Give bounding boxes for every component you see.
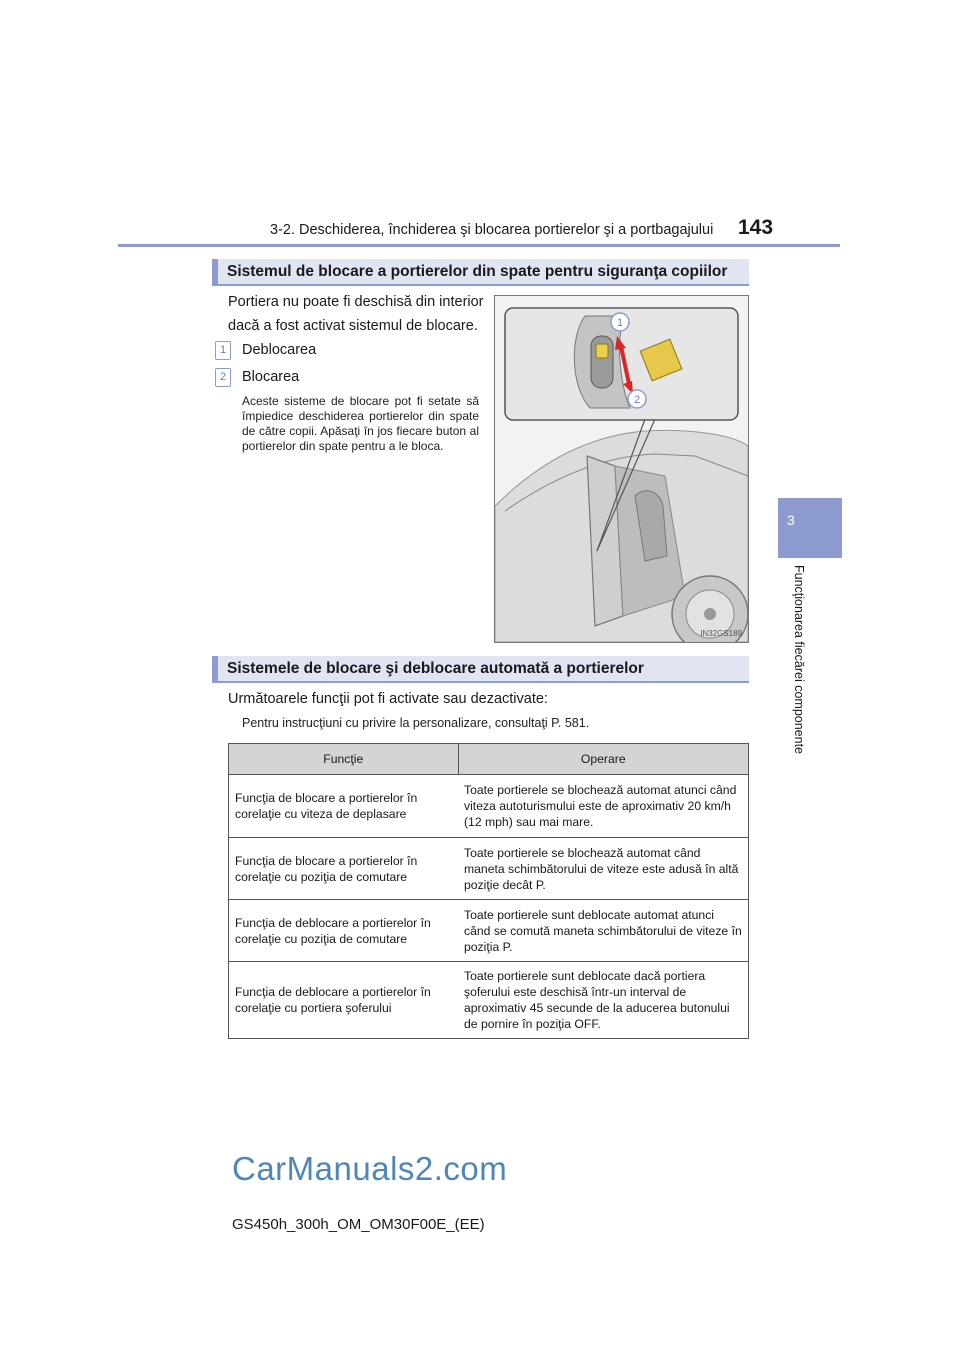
callout-1: 1 <box>616 317 624 329</box>
item-label-lock: Blocarea <box>242 369 300 385</box>
manual-code: GS450h_300h_OM_OM30F00E_(EE) <box>232 1216 485 1233</box>
operation-cell: Toate portierele se blochează automat când maneta schimbătorului de viteze este adusă în altă poziţie decât P. <box>458 838 749 900</box>
auto-lock-functions-table <box>228 743 749 1039</box>
section-header-auto-lock <box>212 656 749 683</box>
section-title: Sistemele de blocare şi deblocare automată a portierelor <box>227 660 644 677</box>
function-cell: Funcţia de blocare a portierelor în corelaţie cu viteza de deplasare <box>229 775 459 838</box>
operation-cell: Toate portierele sunt deblocate dacă portiera şoferului este deschisă într-un interval de aproximativ 45 secunde de la aducerea butonului de pornire în poziţia OFF. <box>458 962 749 1039</box>
section-header-child-lock <box>212 259 749 286</box>
function-cell: Funcţia de deblocare a portierelor în corelaţie cu portiera şoferului <box>229 962 459 1039</box>
table-row <box>229 900 749 962</box>
column-header-function: Funcţie <box>229 744 459 775</box>
car-door-drawing <box>495 296 748 642</box>
table-row <box>229 838 749 900</box>
figure-code: IN32GS189 <box>700 629 742 638</box>
chapter-number: 3 <box>787 512 795 528</box>
operation-cell: Toate portierele sunt deblocate automat atunci când se comută maneta schimbătorului de viteze în poziţia P. <box>458 900 749 962</box>
callout-2: 2 <box>633 394 641 406</box>
page-number: 143 <box>738 216 774 239</box>
intro-line-2: dacă a fost activat sistemul de blocare. <box>228 318 478 334</box>
child-lock-note: Aceste sisteme de blocare pot fi setate să împiedice deschiderea portierelor din spate de către copii. Apăsaţi în jos fiecare buton al portierelor din spate pentru a le bloca. <box>242 394 479 453</box>
item-number-badge: 1 <box>215 341 231 360</box>
child-lock-illustration <box>494 295 749 643</box>
column-header-operation: Operare <box>458 744 749 775</box>
chapter-tab <box>778 498 842 558</box>
section-title: Sistemul de blocare a portierelor din spate pentru siguranţa copiilor <box>227 263 728 280</box>
operation-cell: Toate portierele se blochează automat atunci când viteza autoturismului este de aproximativ 20 km/h (12 mph) sau mai mare. <box>458 775 749 838</box>
item-label-unlock: Deblocarea <box>242 342 317 358</box>
running-head: 3-2. Deschiderea, închiderea şi blocarea portierelor şi a portbagajului <box>270 222 714 238</box>
function-cell: Funcţia de blocare a portierelor în corelaţie cu poziţia de comutare <box>229 838 459 900</box>
table-row <box>229 962 749 1039</box>
item-number-badge: 2 <box>215 368 231 387</box>
auto-lock-intro: Următoarele funcţii pot fi activate sau dezactivate: <box>228 691 548 707</box>
header-rule <box>118 244 840 247</box>
chapter-title: Funcţionarea fiecărei componente <box>792 565 806 755</box>
function-cell: Funcţia de deblocare a portierelor în corelaţie cu poziţia de comutare <box>229 900 459 962</box>
intro-line-1: Portiera nu poate fi deschisă din interior <box>228 294 484 310</box>
customization-note: Pentru instrucţiuni cu privire la personalizare, consultaţi P. 581. <box>242 716 590 730</box>
table-row <box>229 775 749 838</box>
watermark-link[interactable]: CarManuals2.com <box>232 1150 508 1187</box>
